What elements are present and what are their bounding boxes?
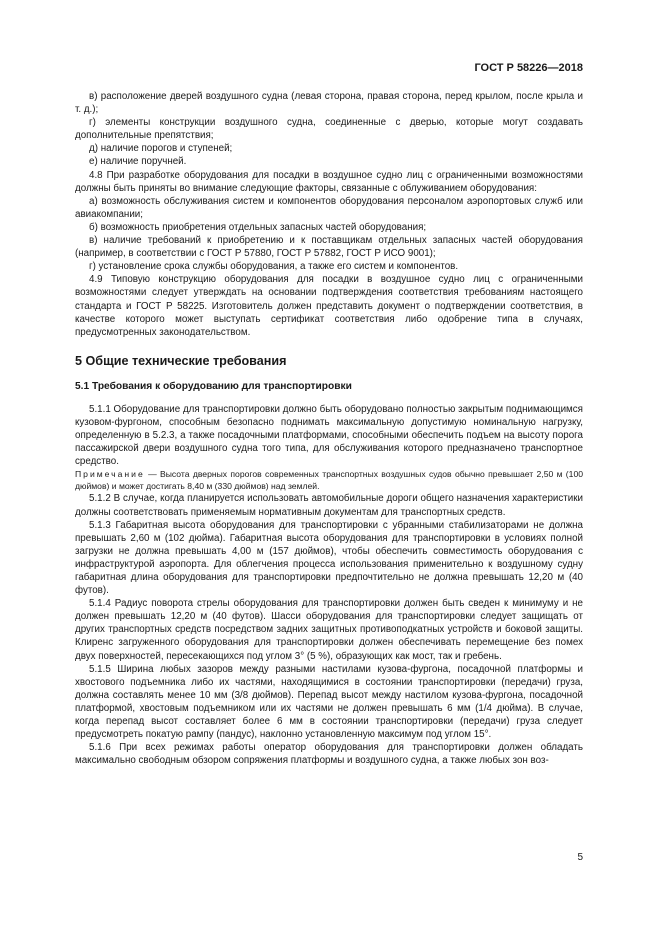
subsection-heading: 5.1 Требования к оборудованию для транспортировки [75, 380, 352, 392]
list-item: в) расположение дверей воздушного судна (левая сторона, правая сторона, перед крылом, после крыла и т. д.); [75, 91, 583, 116]
list-item: а) возможность обслуживания систем и компонентов оборудования персоналом аэропортовых служб или авиакомпании; [75, 195, 583, 220]
list-item: в) наличие требований к приобретению и к поставщикам отдельных запасных частей оборудования (например, в соответствии с ГОСТ Р 57880, ГОСТ Р 57882, ГОСТ Р ИСО 9001); [75, 235, 583, 260]
paragraph-5-1-4: 5.1.4 Радиус поворота стрелы оборудования для транспортировки должен быть сведен к минимуму и не должен превышать 12,20 м (40 футов). Шасси оборудования для транспортировки следует защищать от других транспортных средств посредством задних защитных противоподкатных устройств и боковой защиты. Клиренс загруженного оборудования для транспортировки должен обеспечивать перемещение без помех двух поверхностей, пересекающихся под углом 3° (5 %), образующих как мост, так и гребень. [75, 598, 583, 662]
list-item: г) установление срока службы оборудования, а также его систем и компонентов. [89, 261, 459, 273]
list-item: г) элементы конструкции воздушного судна, соединенные с дверью, которые могут создавать дополнительные препятствия; [75, 117, 583, 142]
paragraph-4-9: 4.9 Типовую конструкцию оборудования для посадки в воздушное судно лиц с ограниченными возможностями следует утверждать на основании подтверждения соответствия требованиям настоящего стандарта и ГОСТ Р 58225. Изготовитель должен представить документ о подтверждении соответствия, в качестве которого может выступать сертификат соответствия либо одобрение типа в случаях, предусмотренных законодательством. [75, 274, 583, 338]
paragraph-4-8: 4.8 При разработке оборудования для посадки в воздушное судно лиц с ограниченными возможностями должны быть приняты во внимание следующие факторы, связанные с облуживанием оборудования: [75, 169, 583, 194]
document-header: ГОСТ Р 58226—2018 [474, 62, 583, 74]
list-item: б) возможность приобретения отдельных запасных частей оборудования; [89, 221, 427, 233]
paragraph-5-1-2: 5.1.2 В случае, когда планируется использовать автомобильные дороги общего назначения характеристики должны соответствовать применяемым нормативным документам для транспортных средств. [75, 493, 583, 518]
section-heading: 5 Общие технические требования [75, 353, 287, 368]
note-text: — Высота дверных порогов современных транспортных воздушных судов обычно превышает 2,50 м (100 дюймов) и может достигать 8,40 м (330 дюймов) над землей. [75, 469, 583, 492]
list-item: е) наличие поручней. [89, 156, 187, 168]
list-item: д) наличие порогов и ступеней; [89, 143, 233, 155]
paragraph-5-1-5: 5.1.5 Ширина любых зазоров между разными настилами кузова-фургона, посадочной платформы и хвостового подъемника либо их частями, находящимися в состоянии транспортировки (передачи) груза, должна составлять менее 10 мм (3/8 дюймов). Перепад высот между настилом кузова-фургона, посадочной платформой, хвостовым подъемником или их частями не должен превышать 6 мм (1/4 дюйма). В случае, когда перепад высот составляет более 6 мм в состоянии транспортировки (передачи) груза следует предусмотреть покатую рампу (пандус), наклонно установленную максимум под углом 15°. [75, 663, 583, 741]
document-body [75, 90, 583, 767]
paragraph-5-1-3: 5.1.3 Габаритная высота оборудования для транспортировки с убранными стабилизаторами не должна превышать 2,60 м (102 дюйма). Габаритная высота оборудования для транспортировки в условиях полной загрузки не должна превышать 4,00 м (157 дюймов), чтобы обеспечить совместимость оборудования с инфраструктурой аэропорта. Для облегчения процесса использования применительно к воздушному судну габаритная длина оборудования для транспортировки предпочтительно не должна превышать 12,20 м (40 футов). [75, 519, 583, 597]
paragraph-5-1-6: 5.1.6 При всех режимах работы оператор оборудования для транспортировки должен обладать максимально свободным обзором сопряжения платформы и воздушного судна, а также любых зон воз- [75, 742, 583, 767]
note-label: Примечание [75, 469, 145, 480]
paragraph-5-1-1: 5.1.1 Оборудование для транспортировки должно быть оборудовано полностью закрытым поднимающимся кузовом-фургоном, способным безопасно поднимать максимальную допустимую номинальную нагрузку, определенную в 5.2.3, а также посадочными платформами, способными обеспечить подъем на высоту порога пассажирской двери воздушного судна того типа, для обслуживания которого предназначено транспортное средство. [75, 403, 583, 468]
page-number: 5 [577, 852, 583, 863]
note [75, 468, 583, 492]
